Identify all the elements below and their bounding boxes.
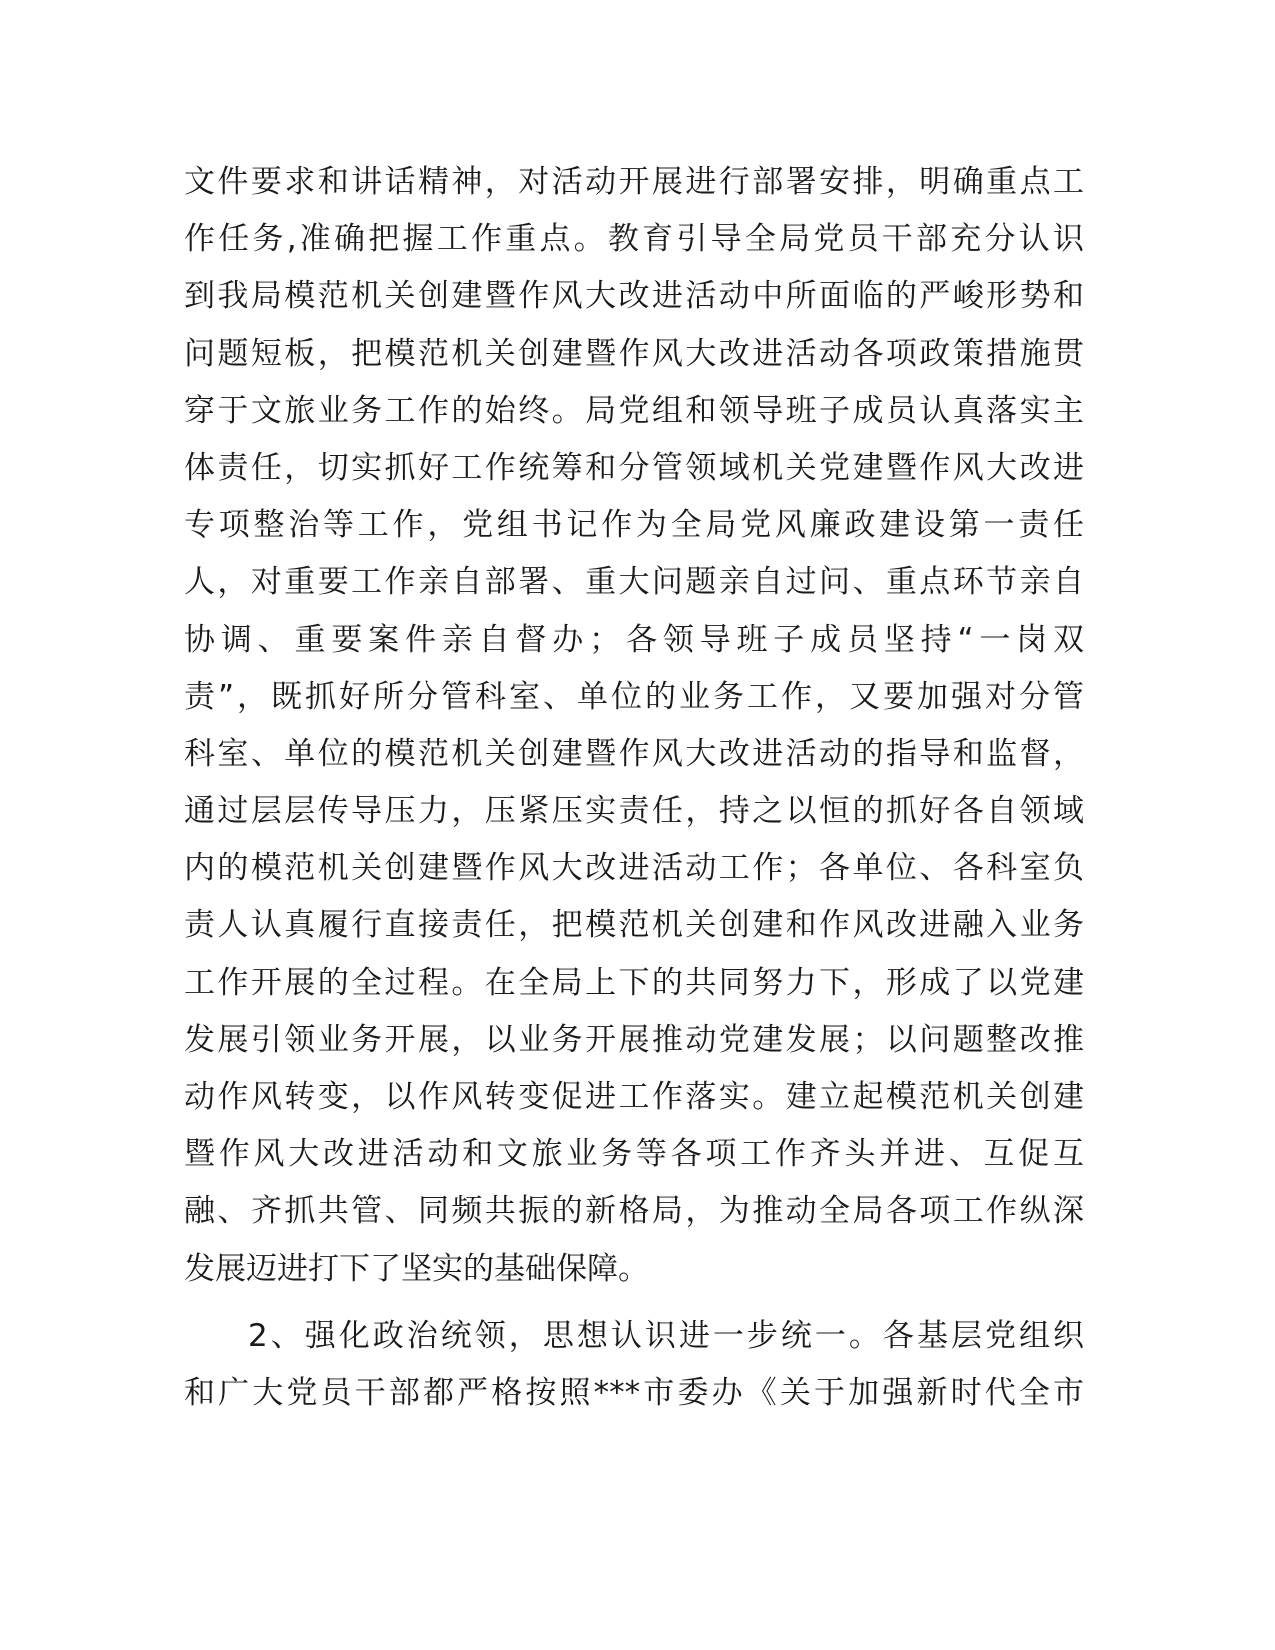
paragraph-line: 发展迈进打下了坚实的基础保障。	[184, 1250, 649, 1287]
paragraph-line: 工作开展的全过程。在全局上下的共同努力下，形成了以党建	[184, 964, 1084, 1001]
paragraph-line: 和广大党员干部都严格按照***市委办《关于加强新时代全市	[184, 1374, 1084, 1411]
paragraph-line: 人，对重要工作亲自部署、重大问题亲自过问、重点环节亲自	[184, 564, 1084, 601]
paragraph-line: 文件要求和讲话精神，对活动开展进行部署安排，明确重点工	[184, 164, 1084, 200]
paragraph-1	[184, 154, 1084, 1298]
paragraph-line: 暨作风大改进活动和文旅业务等各项工作齐头并进、互促互	[184, 1136, 1084, 1173]
paragraph-line: 到我局模范机关创建暨作风大改进活动中所面临的严峻形势和	[184, 278, 1084, 315]
paragraph-line: 作任务,准确把握工作重点。教育引导全局党员干部充分认识	[184, 221, 1084, 258]
paragraph-line: 穿于文旅业务工作的始终。局党组和领导班子成员认真落实主	[184, 392, 1084, 429]
paragraph-gap	[184, 1298, 1084, 1308]
paragraph-line: 动作风转变，以作风转变促进工作落实。建立起模范机关创建	[184, 1079, 1084, 1115]
paragraph-line: 责人认真履行直接责任，把模范机关创建和作风改进融入业务	[184, 907, 1084, 944]
paragraph-line: 体责任，切实抓好工作统筹和分管领域机关党建暨作风大改进	[184, 449, 1084, 486]
paragraph-line: 通过层层传导压力，压紧压实责任，持之以恒的抓好各自领域	[184, 793, 1084, 830]
paragraph-line: 责”，既抓好所分管科室、单位的业务工作，又要加强对分管	[184, 678, 1084, 715]
document-body	[184, 154, 1084, 1422]
paragraph-line: 科室、单位的模范机关创建暨作风大改进活动的指导和监督，	[184, 735, 1084, 772]
paragraph-line: 融、齐抓共管、同频共振的新格局，为推动全局各项工作纵深	[184, 1193, 1084, 1230]
paragraph-2	[184, 1308, 1084, 1422]
paragraph-line: 内的模范机关创建暨作风大改进活动工作；各单位、各科室负	[184, 850, 1084, 887]
paragraph-line: 协调、重要案件亲自督办；各领导班子成员坚持“一岗双	[184, 621, 1084, 658]
paragraph-line: 问题短板，把模范机关创建暨作风大改进活动各项政策措施贯	[184, 335, 1084, 372]
paragraph-line: 发展引领业务开展，以业务开展推动党建发展；以问题整改推	[184, 1021, 1084, 1058]
paragraph-line: 专项整治等工作，党组书记作为全局党风廉政建设第一责任	[184, 507, 1084, 544]
paragraph-line: 2、强化政治统领，思想认识进一步统一。各基层党组织	[248, 1317, 1084, 1354]
